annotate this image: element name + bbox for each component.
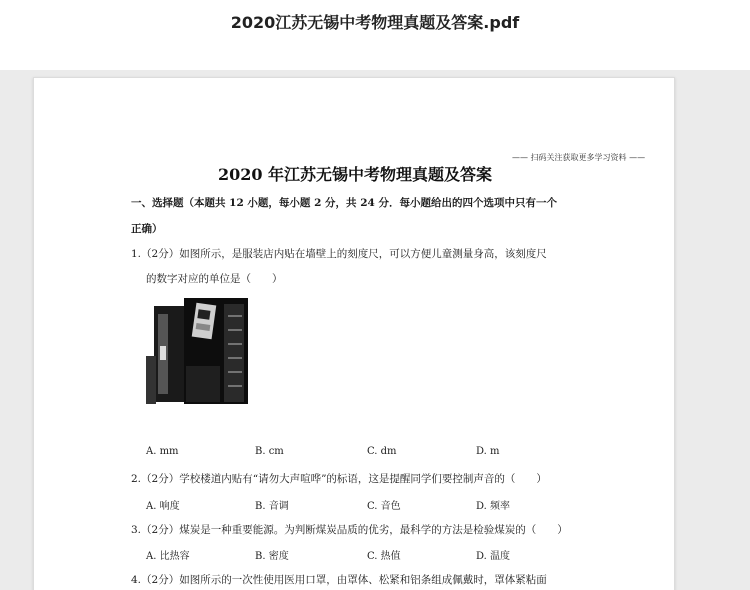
watermark-text: —— 扫码关注获取更多学习资料 ——: [512, 153, 646, 162]
question-1-line1: 1.（2分）如图所示，是服装店内贴在墙壁上的刻度尺，可以方便儿童测量身高，该刻度尺: [131, 248, 547, 260]
q3-option-a: A. 比热容: [146, 551, 190, 562]
q3-option-b: B. 密度: [255, 551, 289, 562]
q1-option-a: A. mm: [146, 446, 179, 457]
document-title: 2020江苏无锡中考物理真题及答案.pdf: [230, 13, 520, 32]
question-3-line1: 3.（2分）煤炭是一种重要能源。为判断煤炭品质的优劣，最科学的方法是检验煤炭的（ ）: [131, 524, 568, 536]
section-heading-line1: 一、选择题（本题共 12 小题，每小题 2 分，共 24 分．每小题给出的四个选项中只有一个: [131, 197, 557, 209]
pdf-page: [33, 77, 675, 590]
page-heading: 2020 年江苏无锡中考物理真题及答案: [217, 165, 493, 184]
question-2-line1: 2.（2分）学校楼道内贴有“请勿大声喧哗”的标语，这是提醒同学们要控制声音的（ ）: [131, 473, 547, 485]
q3-option-d: D. 温度: [476, 551, 511, 562]
q1-option-c: C. dm: [367, 446, 397, 457]
ruler-photo: [146, 296, 248, 404]
q3-option-c: C. 热值: [367, 551, 401, 562]
q2-option-d: D. 频率: [476, 501, 511, 512]
question-4-line1: 4.（2分）如图所示的一次性使用医用口罩，由罩体、松紧和铝条组成佩戴时，罩体紧粘面: [131, 574, 547, 586]
q2-option-c: C. 音色: [367, 501, 401, 512]
section-heading-line2: 正确）: [131, 223, 163, 235]
q2-option-a: A. 响度: [146, 501, 180, 512]
title-bar: [0, 0, 750, 70]
question-1-line2: 的数字对应的单位是（ ）: [146, 273, 283, 285]
q2-option-b: B. 音调: [255, 501, 289, 512]
q1-option-d: D. m: [476, 446, 500, 457]
q1-option-b: B. cm: [255, 446, 284, 457]
